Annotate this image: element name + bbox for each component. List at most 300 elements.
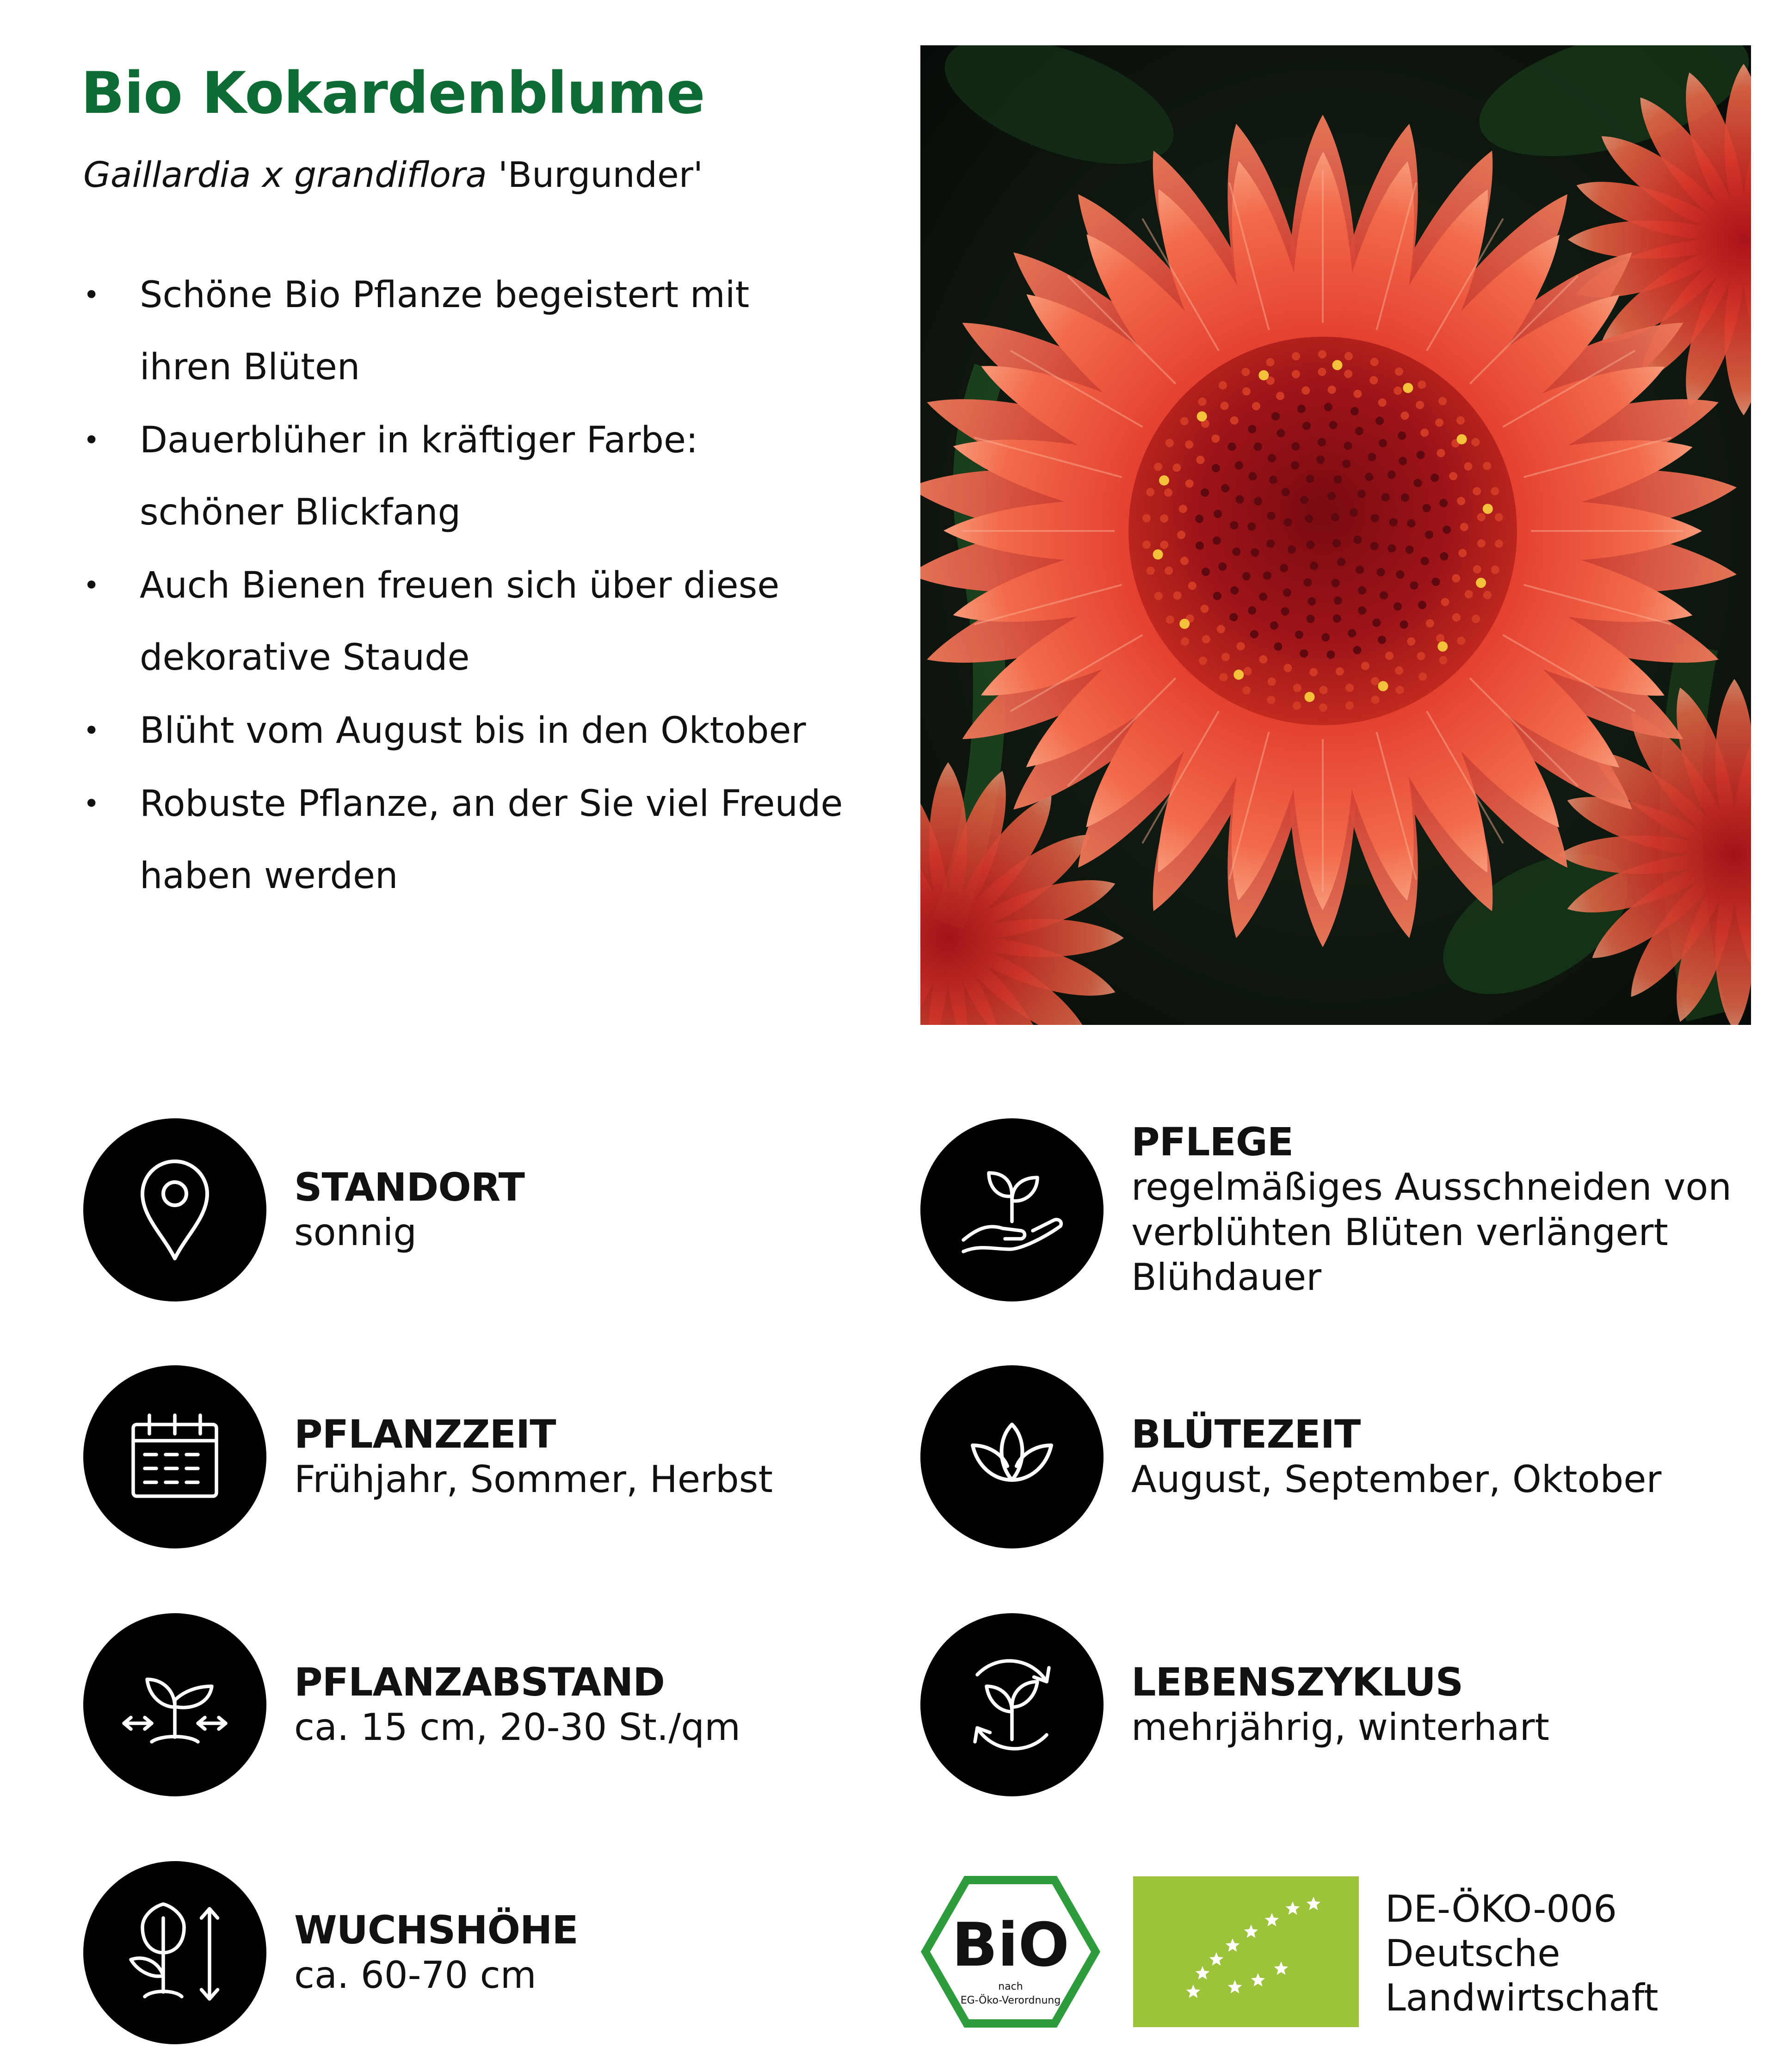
flower-seed xyxy=(1449,472,1457,480)
feature-line: Blüht vom August bis in den Oktober xyxy=(140,710,806,752)
flower-seed xyxy=(1328,386,1336,394)
flower-seed xyxy=(1334,596,1342,604)
flower-seed xyxy=(1250,630,1258,638)
flower-seed xyxy=(1284,664,1292,672)
flower-seed xyxy=(1177,531,1185,539)
flower-seed xyxy=(1394,387,1402,395)
flower-seed xyxy=(1291,442,1300,450)
flower-seed xyxy=(1281,607,1289,616)
flower-seed xyxy=(1423,504,1431,512)
feature-item xyxy=(83,695,870,767)
info-wuchshoehe xyxy=(83,1861,897,2044)
flower-pollen xyxy=(1179,619,1190,629)
feature-item xyxy=(83,549,870,694)
flower-seed xyxy=(1370,358,1379,366)
flower-seed xyxy=(1318,350,1326,358)
flower-seed xyxy=(1418,381,1426,389)
product-title: Bio Kokardenblume xyxy=(81,60,705,127)
flower-seed xyxy=(1221,653,1230,661)
flower-seed xyxy=(1303,578,1312,586)
flower-seed xyxy=(1181,637,1189,646)
flower-seed xyxy=(1301,386,1310,395)
flower-seed xyxy=(1421,557,1429,565)
flower-seed xyxy=(1324,403,1332,411)
flower-seed xyxy=(1337,558,1345,566)
bullet-icon: • xyxy=(83,279,100,311)
flower-pollen xyxy=(1456,434,1467,444)
flower-seed xyxy=(1217,625,1225,633)
pflege-label: PFLEGE xyxy=(1131,1119,1294,1165)
flower-seed xyxy=(1329,421,1338,429)
plant-spacing-icon xyxy=(83,1613,266,1796)
eu-star xyxy=(1209,1952,1223,1966)
flower-seed xyxy=(1361,662,1369,670)
certification-line: Deutsche xyxy=(1385,1932,1560,1975)
flower-seed xyxy=(1437,449,1445,457)
flower-seed xyxy=(1491,487,1499,495)
info-pflanzzeit xyxy=(83,1365,897,1548)
feature-line: ihren Blüten xyxy=(140,346,360,388)
flower-seed xyxy=(1495,540,1503,548)
lotus-flower-icon xyxy=(920,1365,1104,1548)
flower-seed xyxy=(1495,513,1503,521)
flower-seed xyxy=(1491,566,1499,574)
flower-seed xyxy=(1318,438,1326,446)
product-photo xyxy=(920,45,1751,1025)
flower-seed xyxy=(1483,591,1492,599)
flower-seed xyxy=(1180,417,1189,426)
flower-pollen xyxy=(1403,383,1413,393)
flower-pollen xyxy=(1437,641,1448,652)
flower-seed xyxy=(1460,523,1468,531)
flower-seed xyxy=(1457,636,1465,645)
eu-star xyxy=(1286,1901,1300,1915)
bullet-icon: • xyxy=(83,788,100,820)
flower-seed xyxy=(1268,678,1276,686)
eu-star xyxy=(1307,1897,1320,1910)
flower-seed xyxy=(1221,401,1229,410)
location-pin-icon xyxy=(83,1118,266,1301)
flower-seed xyxy=(1228,443,1236,451)
pflege-value-line: Blühdauer xyxy=(1131,1256,1322,1299)
info-lebenszyklus xyxy=(920,1613,1734,1796)
flower-seed xyxy=(1267,696,1275,704)
flower-seed xyxy=(1388,544,1396,553)
flower-seed xyxy=(1266,358,1274,366)
scientific-name xyxy=(83,154,703,195)
flower-seed xyxy=(1369,376,1378,384)
flower-seed xyxy=(1280,564,1288,572)
flower-seed xyxy=(1344,370,1352,378)
flower-seed xyxy=(1251,549,1259,557)
flower-seed xyxy=(1173,592,1182,600)
flower-seed xyxy=(1242,686,1251,695)
pflege-value-line: verblühten Blüten verlängert xyxy=(1131,1210,1668,1254)
feature-item xyxy=(83,768,870,912)
flower-seed xyxy=(1331,579,1339,587)
flower-seed xyxy=(1230,416,1239,425)
flower-seed xyxy=(1420,429,1429,437)
flower-seed xyxy=(1388,471,1396,479)
flower-seed xyxy=(1165,567,1173,575)
flower-seed xyxy=(1154,462,1162,471)
flower-seed xyxy=(1306,475,1314,483)
feature-item xyxy=(83,404,870,549)
flower-seed xyxy=(1292,352,1300,360)
flower-seed xyxy=(1220,673,1228,681)
flower-seed xyxy=(1418,601,1426,609)
eu-star xyxy=(1186,1985,1200,1998)
flower-seed xyxy=(1406,546,1414,554)
flower-seed xyxy=(1438,397,1447,405)
feature-item xyxy=(83,259,870,403)
eu-star xyxy=(1251,1973,1265,1986)
flower-seed xyxy=(1276,392,1284,400)
eu-organic-leaf-icon xyxy=(1133,1876,1359,2027)
flower-seed xyxy=(1185,440,1193,449)
flower-seed xyxy=(1254,497,1262,506)
flower-seed xyxy=(1266,539,1275,548)
feature-line: Auch Bienen freuen sich über diese xyxy=(140,565,780,606)
flower-seed xyxy=(1456,416,1465,425)
flower-seed xyxy=(1473,487,1481,495)
flower-seed xyxy=(1399,457,1407,465)
flower-seed xyxy=(1334,475,1342,484)
flower-seed xyxy=(1431,474,1439,482)
flower-seed xyxy=(1358,606,1366,615)
flower-seed xyxy=(1410,581,1418,590)
eu-star xyxy=(1274,1961,1288,1975)
flower-seed xyxy=(1188,582,1196,590)
flower-seed xyxy=(1236,495,1244,504)
flower-seed xyxy=(1350,508,1358,517)
flower-seed xyxy=(1416,401,1424,409)
flower-seed xyxy=(1431,578,1440,586)
standort-label: STANDORT xyxy=(294,1164,524,1210)
flower-seed xyxy=(1274,642,1282,651)
flower-seed xyxy=(1180,557,1189,565)
flower-seed xyxy=(1196,456,1204,464)
flower-seed xyxy=(1401,493,1409,502)
flower-seed xyxy=(1201,488,1209,497)
flower-seed xyxy=(1452,613,1461,622)
flower-seed xyxy=(1259,592,1267,601)
flower-pollen xyxy=(1476,578,1486,588)
flower-seed xyxy=(1440,552,1448,561)
flower-seed xyxy=(1247,522,1256,530)
flower-seed xyxy=(1327,492,1336,500)
flower-seed xyxy=(1355,427,1363,435)
flower-seed xyxy=(1283,518,1292,526)
flower-seed xyxy=(1297,405,1306,413)
flower-seed xyxy=(1400,412,1409,420)
flower-seed xyxy=(1248,606,1256,615)
flower-seed xyxy=(1350,407,1359,415)
flower-seed xyxy=(1471,438,1480,446)
pflanzabstand-label: PFLANZABSTAND xyxy=(294,1659,665,1705)
flower-seed xyxy=(1302,422,1311,430)
flower-seed xyxy=(1214,510,1222,518)
feature-line: Schöne Bio Pflanze begeistert mit xyxy=(140,274,750,316)
flower-seed xyxy=(1310,562,1318,570)
flower-seed xyxy=(1371,696,1380,704)
flower-seed xyxy=(1435,419,1443,427)
flower-seed xyxy=(1292,370,1300,378)
eu-star xyxy=(1228,1980,1242,1993)
flower-seed xyxy=(1441,598,1449,606)
flower-seed xyxy=(1300,496,1308,504)
flower-seed xyxy=(1342,460,1350,468)
flower-seed xyxy=(1395,367,1403,376)
flower-seed xyxy=(1230,586,1239,595)
flower-seed xyxy=(1142,541,1151,549)
flower-seed xyxy=(1378,635,1386,644)
flower-seed xyxy=(1235,461,1243,469)
flower-seed xyxy=(1293,702,1301,710)
bio-seal-text: BiO xyxy=(951,1910,1070,1980)
certification-code: DE-ÖKO-006 xyxy=(1385,1887,1617,1930)
flower-seed xyxy=(1160,514,1168,523)
eu-star xyxy=(1244,1924,1258,1938)
flower-seed xyxy=(1202,635,1210,643)
flower-pollen xyxy=(1378,681,1388,691)
feature-line: dekorative Staude xyxy=(140,637,470,678)
flower-pollen xyxy=(1305,692,1315,702)
flower-seed xyxy=(1198,398,1206,406)
flower-seed xyxy=(1213,592,1221,600)
cultivar-name: 'Burgunder' xyxy=(498,154,703,195)
flower-seed xyxy=(1282,488,1290,496)
flower-seed xyxy=(1418,672,1427,681)
flower-seed xyxy=(1378,398,1387,407)
flower-seed xyxy=(1385,652,1394,660)
flower-seed xyxy=(1354,536,1362,544)
flower-seed xyxy=(1345,702,1354,710)
flower-seed xyxy=(1166,616,1174,624)
flower-seed xyxy=(1353,389,1362,398)
flower-seed xyxy=(1237,642,1245,650)
flower-seed xyxy=(1326,650,1335,659)
flower-seed xyxy=(1452,574,1460,582)
bullet-icon: • xyxy=(83,569,100,602)
flower-seed xyxy=(1436,634,1444,642)
flower-pollen xyxy=(1197,411,1207,421)
bio-seal-logo xyxy=(918,1873,1103,2030)
eu-star xyxy=(1226,1938,1240,1952)
flower-seed xyxy=(1370,542,1378,550)
flower-seed xyxy=(1211,434,1220,443)
eu-star xyxy=(1265,1913,1279,1926)
flower-seed xyxy=(1443,525,1451,534)
flower-seed xyxy=(1357,490,1366,498)
flower-seed xyxy=(1321,633,1330,641)
flower-seed xyxy=(1396,686,1404,694)
flower-seed xyxy=(1464,462,1472,470)
flower-seed xyxy=(1309,668,1318,676)
flower-seed xyxy=(1353,646,1361,654)
calendar-icon xyxy=(83,1365,266,1548)
flower-seed xyxy=(1142,514,1151,522)
pflanzzeit-label: PFLANZZEIT xyxy=(294,1411,556,1457)
flower-seed xyxy=(1293,684,1301,692)
flower-seed xyxy=(1295,630,1303,639)
flower-seed xyxy=(1381,493,1390,501)
flower-seed xyxy=(1248,425,1256,433)
flower-pollen xyxy=(1233,670,1244,680)
pflanzzeit-value: Frühjahr, Sommer, Herbst xyxy=(294,1457,773,1501)
flower-seed xyxy=(1179,505,1187,513)
flower-seed xyxy=(1263,572,1271,580)
pflanzabstand-value: ca. 15 cm, 20-30 St./qm xyxy=(294,1705,740,1749)
flower-seed xyxy=(1344,442,1352,450)
wuchshoehe-label: WUCHSHÖHE xyxy=(294,1907,578,1953)
flower-seed xyxy=(1164,488,1172,497)
flower-seed xyxy=(1307,597,1316,605)
flower-seed xyxy=(1348,629,1356,637)
feature-list xyxy=(83,259,870,913)
flower-seed xyxy=(1229,613,1238,621)
flower-seed xyxy=(1185,480,1194,488)
flower-seed xyxy=(1306,541,1314,549)
flower-seed xyxy=(1395,666,1403,675)
flower-seed xyxy=(1219,381,1227,389)
flower-seed xyxy=(1396,570,1404,579)
flower-seed xyxy=(1465,590,1473,598)
flower-seed xyxy=(1271,412,1280,420)
flower-seed xyxy=(1477,539,1486,548)
flower-seed xyxy=(1166,439,1174,447)
flower-seed xyxy=(1336,667,1344,676)
flower-seed xyxy=(1439,656,1448,664)
flower-pollen xyxy=(1258,370,1269,380)
info-standort xyxy=(83,1118,897,1301)
flower-seed xyxy=(1483,462,1491,470)
eu-organic-logo xyxy=(1133,1876,1359,2027)
lebenszyklus-label: LEBENSZYKLUS xyxy=(1131,1659,1463,1705)
flower-seed xyxy=(1377,568,1385,576)
bullet-icon: • xyxy=(83,715,100,747)
flower-seed xyxy=(1318,368,1326,376)
bluetezeit-value: August, September, Oktober xyxy=(1131,1457,1662,1501)
flower-seed xyxy=(1200,604,1209,613)
info-bluetezeit xyxy=(920,1365,1734,1548)
flower-seed xyxy=(1254,443,1262,451)
flower-seed xyxy=(1358,586,1366,594)
flower-seed xyxy=(1380,591,1388,599)
flower-seed xyxy=(1371,514,1379,523)
flower-seed xyxy=(1172,463,1181,472)
flower-seed xyxy=(1407,519,1415,528)
flower-pollen xyxy=(1159,475,1169,486)
flower-seed xyxy=(1213,536,1221,545)
flower-seed xyxy=(1244,667,1252,675)
flower-seed xyxy=(1319,703,1327,712)
flower-seed xyxy=(1202,567,1210,576)
feature-line: Dauerblüher in kräftiger Farbe: xyxy=(140,419,698,461)
flower-seed xyxy=(1425,530,1433,539)
flower-seed xyxy=(1232,548,1240,556)
flower-seed xyxy=(1458,549,1467,557)
flower-seed xyxy=(1199,657,1207,665)
flower-seed xyxy=(1472,615,1480,623)
flower-seed xyxy=(1413,479,1422,487)
flower-seed xyxy=(1218,562,1227,571)
flower-seed xyxy=(1154,592,1163,600)
flower-seed xyxy=(1277,429,1285,438)
flower-seed xyxy=(1439,499,1448,507)
eu-star xyxy=(1196,1966,1209,1980)
flower-seed xyxy=(1407,637,1415,646)
bio-seal-small-1: nach xyxy=(998,1981,1023,1992)
flower-seed xyxy=(1242,572,1251,580)
flower-seed xyxy=(1457,497,1465,505)
flower-seed xyxy=(1400,620,1408,629)
bio-seal-small-2: EG-Öko-Verordnung xyxy=(960,1995,1061,2006)
flower-illustration xyxy=(920,45,1751,1025)
flower-seed xyxy=(1196,542,1204,550)
standort-value: sonnig xyxy=(294,1210,417,1254)
flower-seed xyxy=(1389,518,1398,526)
flower-seed xyxy=(1371,677,1379,685)
flower-seed xyxy=(1344,352,1353,360)
flower-seed xyxy=(1394,602,1402,610)
flower-seed xyxy=(1305,514,1313,523)
lebenszyklus-value: mehrjährig, winterhart xyxy=(1131,1705,1549,1749)
flower-seed xyxy=(1259,655,1267,664)
flower-pollen xyxy=(1332,360,1342,370)
flower-seed xyxy=(1147,567,1155,575)
info-pflanzabstand xyxy=(83,1613,897,1796)
flower-seed xyxy=(1331,513,1339,521)
certification-line: Landwirtschaft xyxy=(1385,1976,1659,2019)
flower-seed xyxy=(1160,541,1168,549)
flower-seed xyxy=(1300,649,1308,658)
flower-seed xyxy=(1249,472,1257,481)
cycle-plant-icon xyxy=(920,1613,1104,1796)
flower-pollen xyxy=(1483,504,1493,514)
bullet-icon: • xyxy=(83,424,100,456)
flower-seed xyxy=(1320,686,1328,694)
pflege-value-line: regelmäßiges Ausschneiden von xyxy=(1131,1165,1732,1209)
info-pflege xyxy=(920,1118,1734,1301)
flower-seed xyxy=(1252,402,1260,410)
flower-seed xyxy=(1221,484,1229,493)
flower-seed xyxy=(1242,387,1251,395)
flower-seed xyxy=(1473,565,1481,574)
flower-seed xyxy=(1398,432,1406,440)
flower-seed xyxy=(1379,439,1387,447)
flower-seed xyxy=(1372,618,1381,627)
feature-line: Robuste Pflanze, an der Sie viel Freude xyxy=(140,783,843,825)
flower-seed xyxy=(1356,566,1364,574)
flower-seed xyxy=(1212,464,1220,472)
flower-seed xyxy=(1230,521,1238,530)
wuchshoehe-value: ca. 60-70 cm xyxy=(294,1953,536,1997)
feature-line: haben werden xyxy=(140,855,398,897)
flower-seed xyxy=(1417,451,1425,459)
flower-seed xyxy=(1291,461,1299,469)
flower-seed xyxy=(1375,417,1384,425)
certification-text xyxy=(1385,1887,1659,2020)
flower-pollen xyxy=(1153,549,1163,560)
flower-seed xyxy=(1268,454,1276,462)
flower-seed xyxy=(1333,615,1341,623)
flower-seed xyxy=(1283,588,1291,597)
scientific-name-latin: Gaillardia x grandiflora xyxy=(83,154,487,195)
hand-sprout-icon xyxy=(920,1118,1104,1301)
flower-seed xyxy=(1477,513,1486,521)
flower-seed xyxy=(1365,473,1373,481)
